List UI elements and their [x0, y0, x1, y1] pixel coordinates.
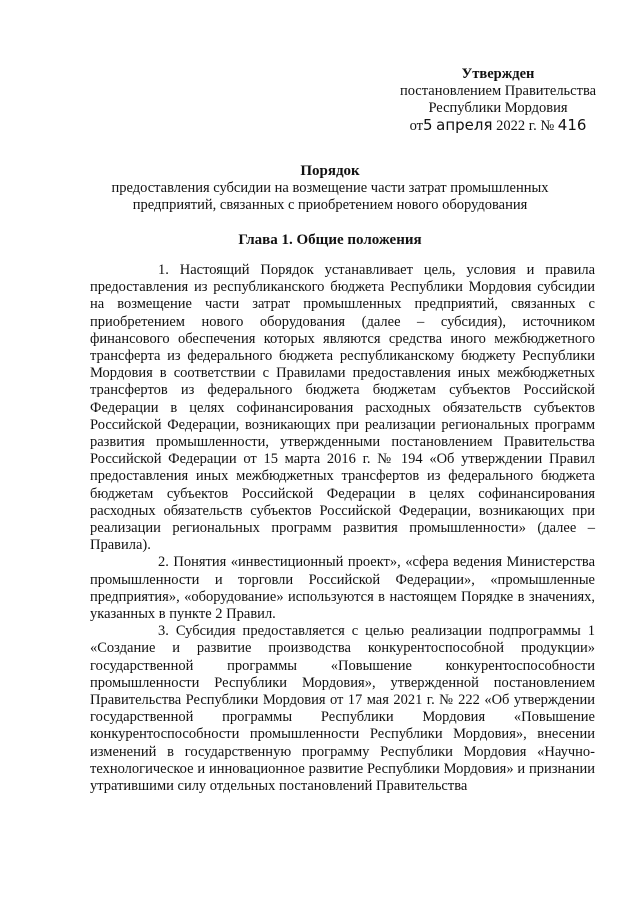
approval-line-2: Республики Мордовия: [428, 100, 568, 116]
document-subtitle-line-1: предоставления субсидии на возмещение части затрат промышленных: [111, 180, 549, 196]
paragraph: [90, 623, 595, 795]
document-title: Порядок: [300, 163, 360, 179]
date-day: 5: [422, 116, 433, 134]
paragraph: [90, 554, 595, 623]
approval-line-1: постановлением Правительства: [399, 83, 597, 99]
paragraph: [90, 262, 595, 554]
document-subtitle-line-2: предприятий, связанных с приобретением нового оборудования: [132, 197, 528, 213]
date-prefix: от: [409, 118, 423, 134]
approval-block: [388, 66, 608, 135]
chapter-heading: Глава 1. Общие положения: [238, 232, 422, 248]
paragraph-number: 2.: [158, 554, 169, 571]
approval-date-line: [388, 117, 608, 135]
document-number: 416: [557, 116, 587, 134]
paragraph-text: Субсидия предоставляется с целью реализации подпрограммы 1 «Создание и развитие производства конкурентоспособной продукции» государственной программы «Повышение конкурентоспособности промышленности Республики Мордовия», утвержденной постановлением Правительства Республики Мордовия от 17 мая 2021 г. № 222 «Об утверждении государственной программы Республики Мордовия «Повышение конкурентоспособности промышленности Республики Мордовия», внесении изменений в государственную программу Республики Мордовия «Научно-технологическое и инновационное развитие Республики Мордовия» и признании утратившими силу отдельных постановлений Правительства: [90, 623, 595, 795]
paragraph-text: Настоящий Порядок устанавливает цель, условия и правила предоставления из республиканского бюджета Республики Мордовия субсидии на возмещение части затрат промышленных предприятий, связанных с приобретением нового оборудования (далее – субсидия), источником финансового обеспечения которых являются средства иного межбюджетного трансферта из федерального бюджета республиканскому бюджету Республики Мордовия в соответствии с Правилами предоставления иных межбюджетных трансфертов из федерального бюджета бюджетам субъектов Российской Федерации в целях софинансирования расходных обязательств субъектов Российской Федерации, возникающих при реализации региональных программ развития промышленности, утвержденными постановлением Правительства Российской Федерации от 15 марта 2016 г. № 194 «Об утверждении Правил предоставления иных межбюджетных трансфертов из федерального бюджета бюджетам субъектов Российской Федерации в целях софинансирования расходных обязательств субъектов Российской Федерации, возникающих при реализации региональных программ развития промышленности» (далее – Правила).: [90, 262, 596, 554]
approval-heading: Утвержден: [461, 66, 535, 82]
document-body: [90, 262, 595, 795]
date-year: 2022 г. №: [496, 118, 555, 134]
date-month: апреля: [436, 116, 493, 134]
document-title-block: [60, 162, 600, 214]
paragraph-text: Понятия «инвестиционный проект», «сфера ведения Министерства промышленности и торговли Российской Федерации», «промышленные предприятия», «оборудование» используются в настоящем Порядке в значениях, указанных в пункте 2 Правил.: [90, 554, 596, 623]
paragraph-number: 3.: [158, 623, 169, 640]
paragraph-number: 1.: [158, 262, 169, 278]
